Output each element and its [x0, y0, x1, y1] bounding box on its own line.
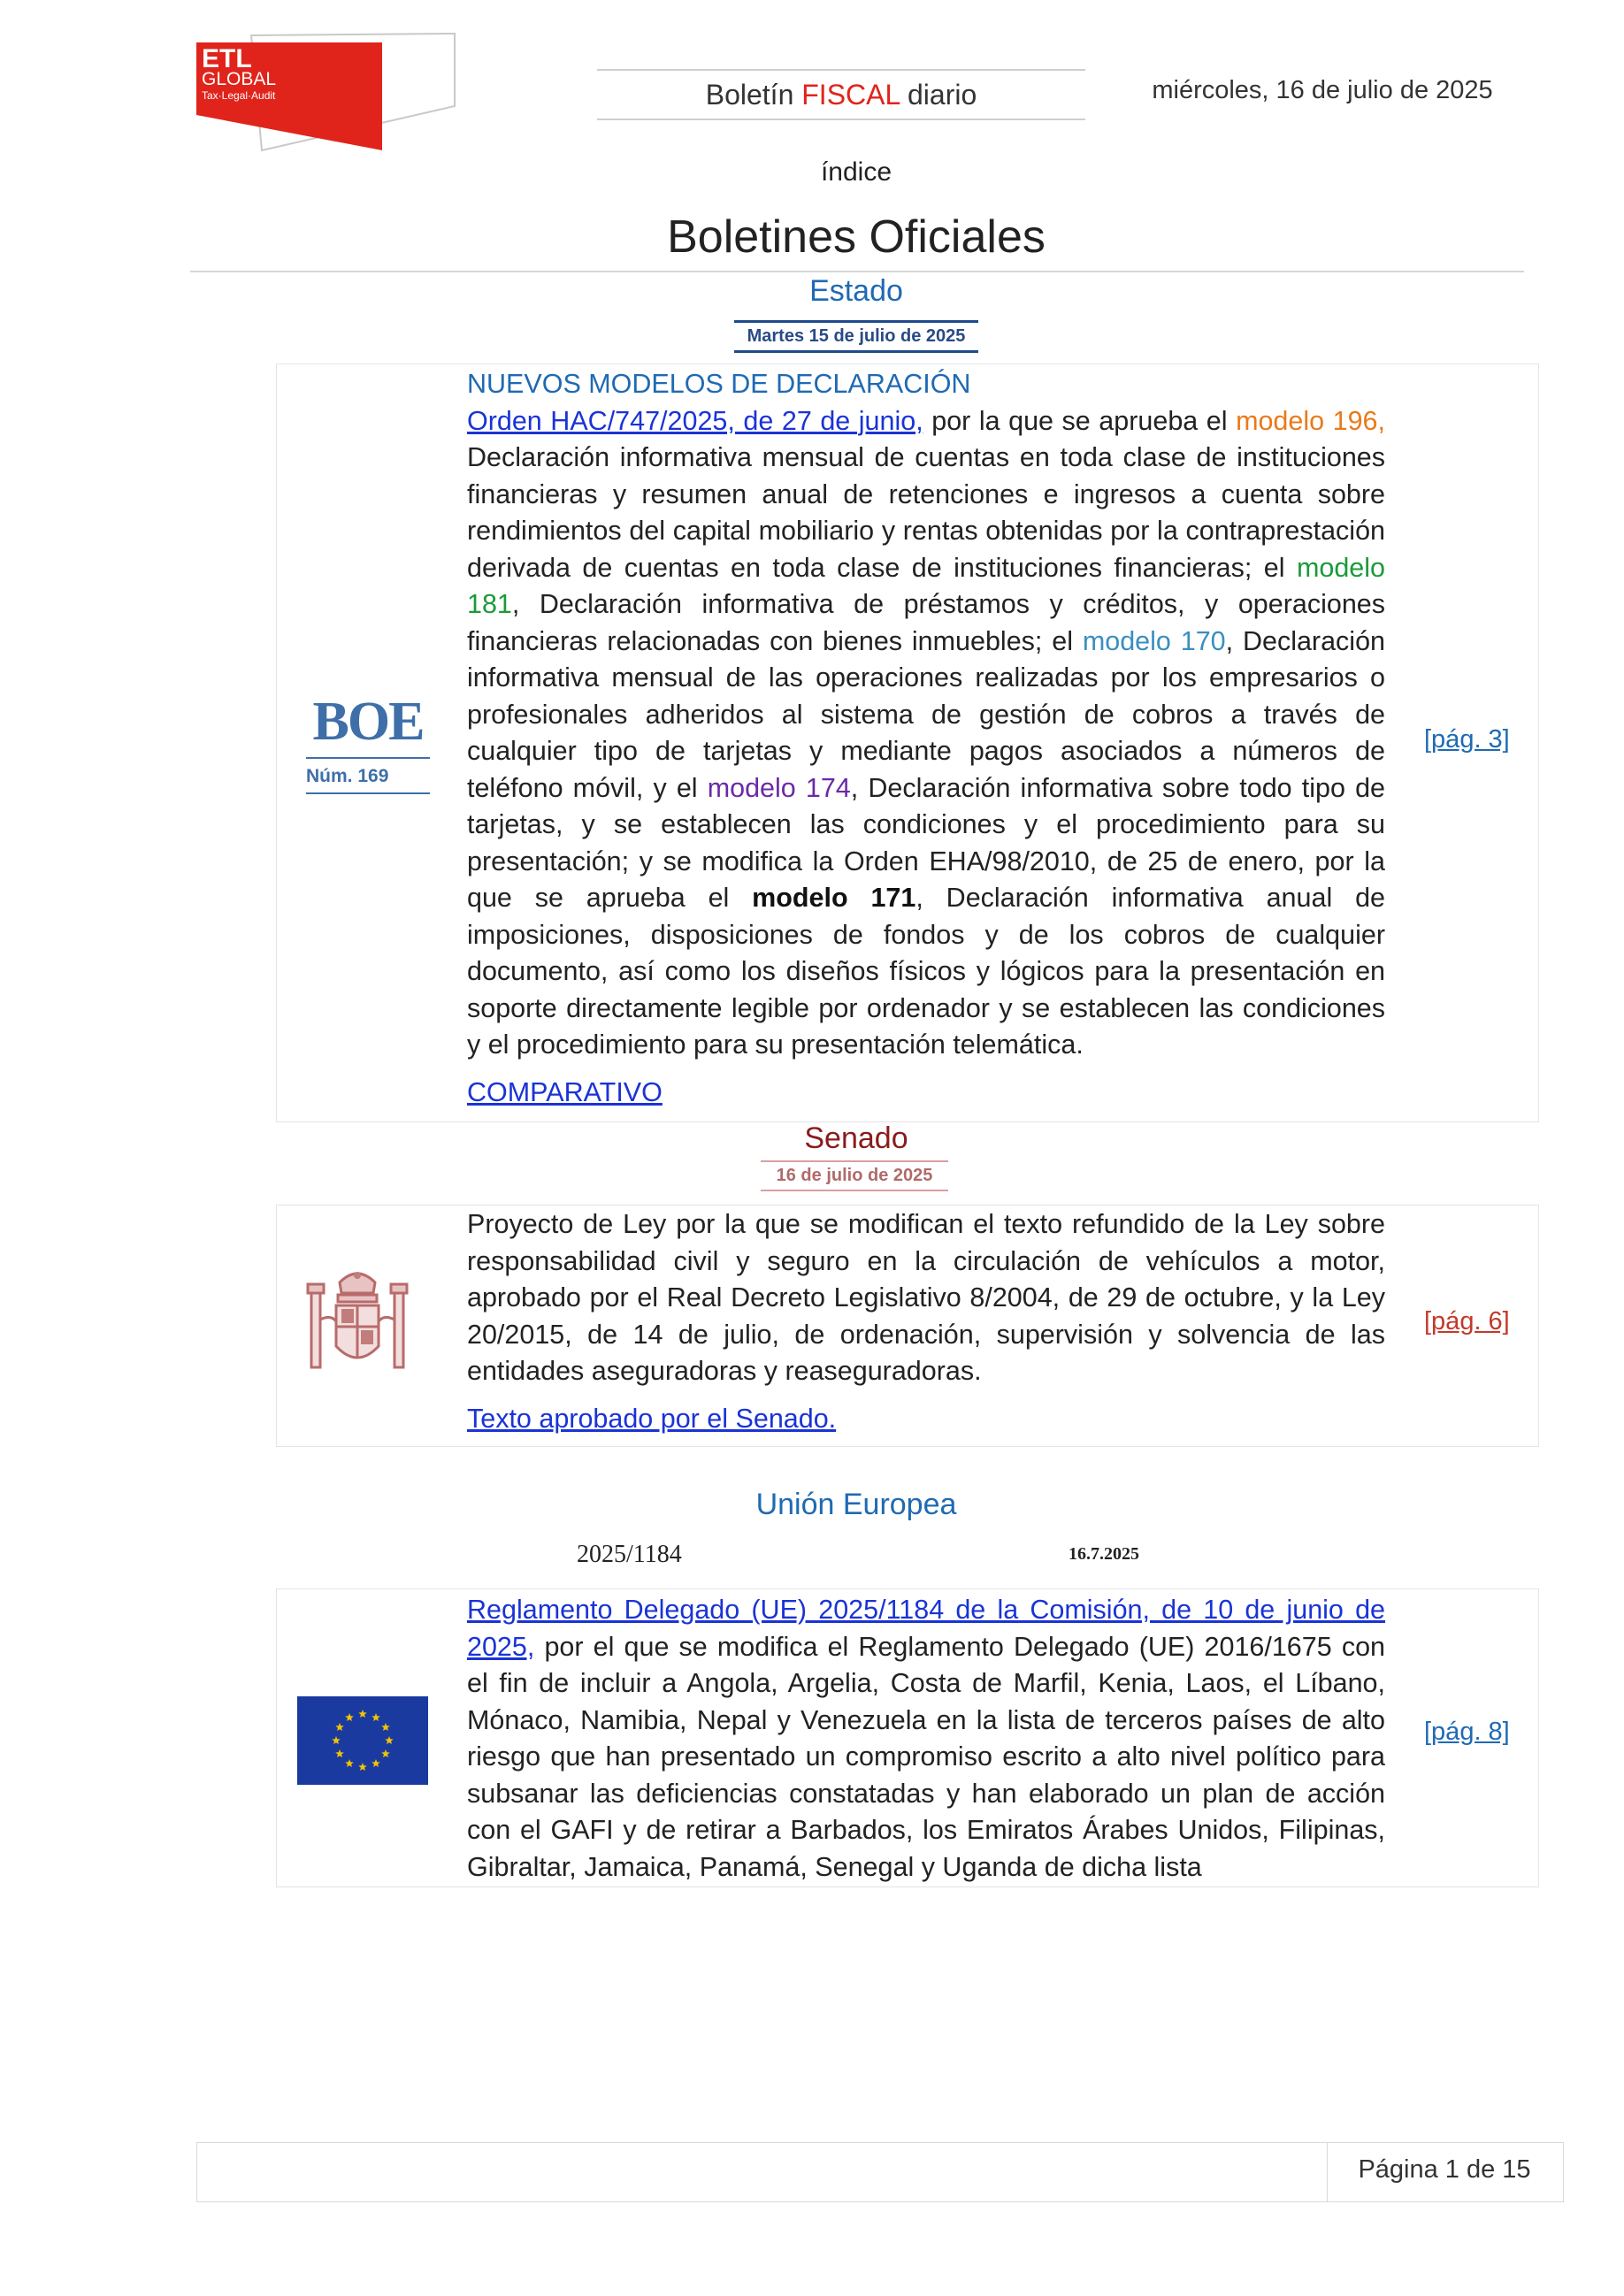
modelo-174: modelo 174: [707, 772, 851, 803]
boe-logo: [306, 692, 430, 798]
estado-text-6: , Declaración informativa anual de imposiciones, disposiciones de fondos y de los cobros de cualquier documento, así como los diseños físicos y lógicos para la presentación en soporte directamente legible por ordenador y se establecen las condiciones y el procedimiento para su presentación telemática.: [467, 883, 1385, 1060]
bulletin-title-fiscal: FISCAL: [801, 79, 900, 111]
modelo-196: modelo 196,: [1236, 405, 1385, 436]
svg-text:Núm. 169: Núm. 169: [306, 766, 389, 786]
estado-body: [467, 403, 1385, 1064]
modelo-181: modelo 181: [467, 552, 1385, 619]
estado-entry-text: [467, 366, 1385, 1111]
ue-body-text: por el que se modifica el Reglamento Delegado (UE) 2016/1675 con el fin de incluir a Angola, Argelia, Costa de Marfil, Kenia, Laos, el Líbano, Mónaco, Namibia, Nepal y Venezuela en la lista de terceros países de alto riesgo que han presentado un compromiso escrito a alto nivel político para subsanar las deficiencias constatadas y han elaborado un plan de acción con el GAFI y de retirar a Barbados, los Emiratos Árabes Unidos, Filipinas, Gibraltar, Jamaica, Panamá, Senegal y Uganda de dicha lista: [467, 1631, 1385, 1882]
senado-body: Proyecto de Ley por la que se modifican el texto refundido de la Ley sobre responsabilidad civil y seguro en la circulación de vehículos a motor, aprobado por el Real Decreto Legislativo 8/2004, de 29 de octubre, y la Ley 20/2015, de 14 de julio, de ordenación, supervisión y solvencia de las entidades aseguradoras y reaseguradoras.: [467, 1209, 1385, 1386]
comparativo-link[interactable]: COMPARATIVO: [467, 1076, 663, 1107]
estado-text-2: Declaración informativa mensual de cuentas en toda clase de instituciones financieras y resumen anual de retenciones e ingresos a cuenta sobre rendimientos del capital mobiliario y rentas obtenidas por la contraprestación derivada de cuentas en toda clase de instituciones financieras; el: [467, 442, 1385, 583]
texto-aprobado-senado-link[interactable]: Texto aprobado por el Senado.: [467, 1403, 837, 1434]
modelo-170: modelo 170: [1082, 625, 1226, 656]
estado-text-4: , Declaración informativa mensual de las operaciones realizadas por los empresarios o profesionales adheridos al sistema de gestión de cobros a través de cualquier tipo de tarjetas y mediante pagos asociados a números de teléfono móvil, y el: [467, 625, 1385, 803]
senado-date-badge: 16 de julio de 2025: [761, 1160, 948, 1191]
estado-text-5: , Declaración informativa sobre todo tipo de tarjetas, y se establecen las condiciones y el procedimiento para su presentación; y se modifica la Orden EHA/98/2010, de 25 de enero, por la que se aprueba el: [467, 772, 1385, 913]
eu-flag-icon: [297, 1696, 428, 1785]
modelo-171: modelo 171: [752, 883, 916, 913]
ue-page-ref[interactable]: [pág. 8]: [1424, 1718, 1510, 1746]
ue-entry-text: [467, 1592, 1385, 1886]
index-label: índice: [820, 157, 892, 187]
section-heading-estado: Estado: [809, 274, 903, 308]
estado-topic: NUEVOS MODELOS DE DECLARACIÓN: [467, 369, 971, 399]
svg-text:BOE: BOE: [312, 692, 424, 752]
senado-entry-text: [467, 1206, 1385, 1437]
title-divider: [190, 271, 1524, 272]
estado-text-1: por la que se aprueba el: [923, 405, 1237, 436]
bulletin-title: [597, 69, 1085, 120]
ue-body: [467, 1592, 1385, 1886]
section-heading-ue: Unión Europea: [755, 1488, 957, 1521]
eu-doc-date: 16.7.2025: [1069, 1544, 1139, 1564]
etl-global-logo: [196, 30, 462, 154]
orden-hac-747-link[interactable]: Orden HAC/747/2025, de 27 de junio,: [467, 405, 923, 436]
estado-date-badge: Martes 15 de julio de 2025: [734, 320, 978, 353]
reglamento-delegado-2025-1184-link[interactable]: Reglamento Delegado (UE) 2025/1184 de la Comisión, de 10 de junio de 2025,: [467, 1595, 1385, 1662]
page-number: Página 1 de 15: [1358, 2155, 1531, 2184]
estado-page-ref[interactable]: [pág. 3]: [1424, 725, 1510, 754]
svg-text:ETL: ETL: [202, 44, 252, 73]
bulletin-title-prefix: Boletín: [705, 79, 802, 111]
page-title: Boletines Oficiales: [667, 211, 1046, 263]
bulletin-title-suffix: diario: [900, 79, 977, 111]
estado-text-3: , Declaración informativa de préstamos y créditos, y operaciones financieras relacionadas con bienes inmuebles; el: [467, 589, 1385, 656]
senado-page-ref[interactable]: [pág. 6]: [1424, 1307, 1510, 1336]
eu-doc-number: 2025/1184: [577, 1541, 682, 1568]
section-heading-senado: Senado: [804, 1121, 908, 1155]
svg-text:GLOBAL: GLOBAL: [202, 69, 277, 89]
svg-text:Tax·Legal·Audit: Tax·Legal·Audit: [202, 89, 276, 102]
spain-coat-of-arms-icon: [295, 1258, 419, 1390]
header-date: miércoles, 16 de julio de 2025: [1152, 76, 1493, 104]
